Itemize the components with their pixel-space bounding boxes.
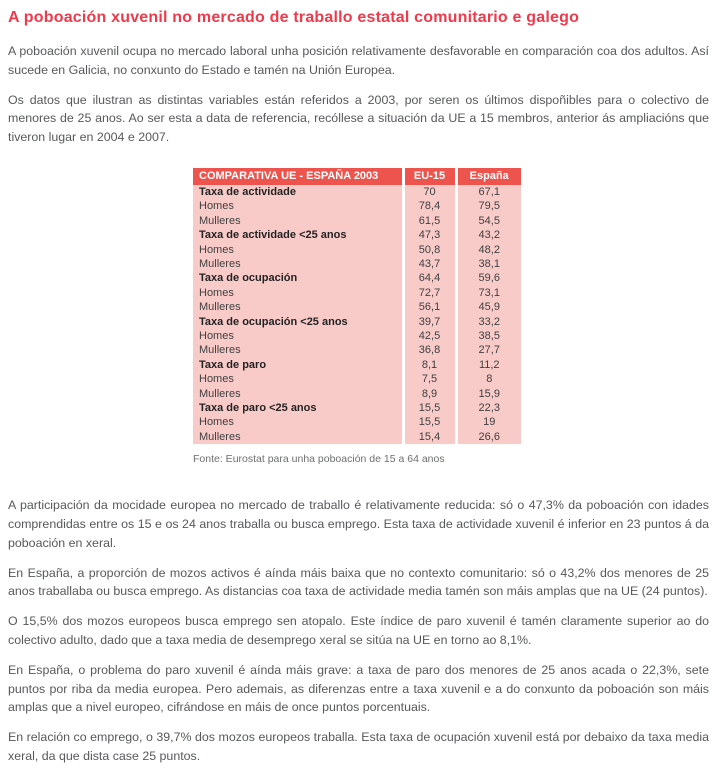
row-label: Homes <box>193 415 403 429</box>
table-source-note: Fonte: Eurostat para unha poboación de 15 a 64 anos <box>193 453 445 466</box>
value-espana: 27,7 <box>456 343 521 357</box>
body-paragraph-2: En España, a proporción de mozos activos é aínda máis baixa que no contexto comunitario: só o 43,2% dos menores de 25 anos traballaba ou busca emprego. As distancias coa taxa de actividade media tamén son máis amplas que na UE (24 puntos). <box>8 565 709 599</box>
value-eu15: 8,9 <box>403 387 456 401</box>
value-espana: 33,2 <box>456 315 521 329</box>
table-header-title: COMPARATIVA UE - ESPAÑA 2003 <box>193 168 403 185</box>
table-row <box>193 401 521 415</box>
row-label: Homes <box>193 372 403 386</box>
body-paragraph-3: O 15,5% dos mozos europeos busca emprego sen atopalo. Este índice de paro xuvenil é tamén claramente superior ao do colectivo adulto, dado que a taxa media de desemprego xeral se sitúa na UE en torno ao 8,1%. <box>8 614 709 648</box>
value-eu15: 39,7 <box>403 315 456 329</box>
value-espana: 11,2 <box>456 358 521 372</box>
row-label: Mulleres <box>193 387 403 401</box>
table-row <box>193 329 521 343</box>
table-row <box>193 358 521 372</box>
comparison-table-body <box>193 185 521 444</box>
row-label: Mulleres <box>193 343 403 357</box>
row-label: Mulleres <box>193 300 403 314</box>
value-espana: 26,6 <box>456 430 521 444</box>
value-eu15: 36,8 <box>403 343 456 357</box>
row-label: Taxa de actividade <box>193 185 403 199</box>
row-label: Taxa de paro <box>193 358 403 372</box>
row-label: Homes <box>193 286 403 300</box>
value-eu15: 56,1 <box>403 300 456 314</box>
value-eu15: 72,7 <box>403 286 456 300</box>
value-eu15: 70 <box>403 185 456 199</box>
value-espana: 43,2 <box>456 228 521 242</box>
table-row <box>193 315 521 329</box>
table-row <box>193 286 521 300</box>
table-header-row <box>193 168 521 185</box>
row-label: Mulleres <box>193 430 403 444</box>
value-eu15: 47,3 <box>403 228 456 242</box>
value-espana: 8 <box>456 372 521 386</box>
page-title: A poboación xuvenil no mercado de traballo estatal comunitario e galego <box>8 9 580 26</box>
row-label: Taxa de ocupación <box>193 271 403 285</box>
table-header-espana: España <box>456 168 521 185</box>
value-espana: 38,1 <box>456 257 521 271</box>
intro-paragraph-1: A poboación xuvenil ocupa no mercado laboral unha posición relativamente desfavorable en comparación coa dos adultos. Así sucede en Galicia, no conxunto do Estado e tamén na Unión Europea. <box>8 44 709 77</box>
table-row <box>193 214 521 228</box>
row-label: Mulleres <box>193 214 403 228</box>
value-eu15: 50,8 <box>403 243 456 257</box>
value-eu15: 43,7 <box>403 257 456 271</box>
row-label: Homes <box>193 243 403 257</box>
value-eu15: 42,5 <box>403 329 456 343</box>
value-espana: 22,3 <box>456 401 521 415</box>
value-eu15: 78,4 <box>403 199 456 213</box>
comparison-table-section <box>193 168 521 465</box>
table-row <box>193 343 521 357</box>
body-text-block <box>8 496 709 766</box>
table-row <box>193 300 521 314</box>
table-row <box>193 257 521 271</box>
table-row <box>193 228 521 242</box>
row-label: Mulleres <box>193 257 403 271</box>
body-paragraph-4: En España, o problema do paro xuvenil é aínda máis grave: a taxa de paro dos menores de 25 anos acada o 22,3%, sete puntos por riba da media europea. Pero ademais, as diferenzas entre a taxa xuvenil e a do conxunto da poboación son máis amplas que a nivel europeo, cifrándose en máis de once puntos porcentuais. <box>8 662 709 715</box>
value-espana: 45,9 <box>456 300 521 314</box>
value-espana: 48,2 <box>456 243 521 257</box>
row-label: Taxa de actividade <25 anos <box>193 228 403 242</box>
body-paragraph-5: En relación co emprego, o 39,7% dos mozos europeos traballa. Esta taxa de ocupación xuvenil está por debaixo da taxa media xeral, da que dista case 25 puntos. <box>8 730 709 764</box>
value-espana: 54,5 <box>456 214 521 228</box>
value-espana: 67,1 <box>456 185 521 199</box>
body-paragraph-1: A participación da mocidade europea no mercado de traballo é relativamente reducida: só o 47,3% da poboación con idades comprendidas entre os 15 e os 24 anos traballa ou busca emprego. Esta taxa de actividade xuvenil é inferior en 23 puntos á da poboación en xeral. <box>8 498 709 550</box>
value-espana: 38,5 <box>456 329 521 343</box>
row-label: Homes <box>193 329 403 343</box>
table-row <box>193 271 521 285</box>
value-espana: 73,1 <box>456 286 521 300</box>
table-row <box>193 372 521 386</box>
table-row <box>193 430 521 444</box>
value-eu15: 8,1 <box>403 358 456 372</box>
value-eu15: 7,5 <box>403 372 456 386</box>
table-row <box>193 243 521 257</box>
value-espana: 79,5 <box>456 199 521 213</box>
value-espana: 59,6 <box>456 271 521 285</box>
value-eu15: 15,5 <box>403 415 456 429</box>
row-label: Taxa de ocupación <25 anos <box>193 315 403 329</box>
value-espana: 19 <box>456 415 521 429</box>
value-eu15: 15,5 <box>403 401 456 415</box>
value-eu15: 61,5 <box>403 214 456 228</box>
comparison-table <box>193 168 521 444</box>
intro-paragraph-2: Os datos que ilustran as distintas variables están referidos a 2003, por seren os últimos dispoñibles para o colectivo de menores de 25 anos. Ao ser esta a data de referencia, recóllese a situación da UE a 15 membros, anterior ás ampliacións que tiveron lugar en 2004 e 2007. <box>8 92 709 145</box>
row-label: Homes <box>193 199 403 213</box>
table-row <box>193 387 521 401</box>
table-row <box>193 185 521 199</box>
value-espana: 15,9 <box>456 387 521 401</box>
row-label: Taxa de paro <25 anos <box>193 401 403 415</box>
table-header-eu15: EU-15 <box>403 168 456 185</box>
table-row <box>193 415 521 429</box>
value-eu15: 15,4 <box>403 430 456 444</box>
table-row <box>193 199 521 213</box>
value-eu15: 64,4 <box>403 271 456 285</box>
